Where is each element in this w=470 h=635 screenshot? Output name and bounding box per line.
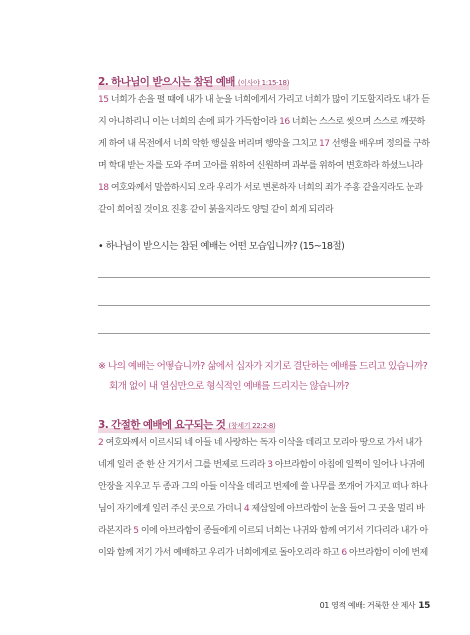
chapter-title: 01 영적 예배: 거룩한 산 제사: [319, 601, 416, 610]
passage-text: 지 아니하리니 이는 너희의 손에 피가 가득함이라: [98, 117, 280, 127]
verse-number: 3: [267, 460, 273, 470]
passage-text: 같이 희어질 것이요 진홍 같이 붉을지라도 양털 같이 희게 되리라: [98, 205, 334, 215]
passage-text: 며 학대 받는 자를 도와 주며 고아를 위하여 신원하며 과부를 위하여 변호하라 하셨느니라: [98, 161, 423, 171]
passage-text: 선행을 배우며 정의를 구하: [329, 139, 430, 149]
page-number: 15: [418, 601, 430, 611]
scripture-reference: (이사야 1:15-18): [237, 79, 290, 87]
passage-line: [98, 93, 430, 107]
passage-text: 제삼일에 아브라함이 눈을 들어 그 곳을 멀리 바: [249, 504, 425, 514]
passage-text: 라본지라: [98, 526, 134, 536]
passage-line: [98, 502, 430, 516]
passage-line: [98, 115, 430, 129]
passage-text: 너희는 스스로 씻으며 스스로 깨끗하: [289, 117, 425, 127]
answer-line: [98, 333, 430, 334]
passage-line: [98, 436, 430, 450]
passage-text: 안장을 지우고 두 종과 그의 아들 이삭을 데리고 번제에 쓸 나무를 쪼개어 가지고 떠나 하나: [98, 482, 428, 492]
passage-text: 너희가 손을 펼 때에 내가 내 눈을 너희에게서 가리고 너희가 많이 기도할지라도 내가 듣: [108, 95, 430, 105]
verse-number: 2: [98, 438, 104, 448]
verse-number: 17: [319, 139, 330, 149]
verse-number: 5: [133, 526, 139, 536]
study-question: • 하나님이 받으시는 참된 예배는 어떤 모습입니까? (15~18절): [98, 241, 345, 252]
passage-line: [98, 458, 430, 472]
passage-line: [98, 480, 430, 494]
verse-number: 16: [279, 117, 290, 127]
passage-line: [98, 181, 430, 195]
answer-line: [98, 277, 430, 278]
answer-line: [98, 305, 430, 306]
passage-line: [98, 524, 430, 538]
passage-text: 이와 함께 저기 가서 예배하고 우리가 너희에게로 돌아오리라 하고: [98, 548, 342, 558]
passage-line: [98, 203, 430, 217]
scripture-reference: (창세기 22:2-8): [228, 422, 276, 430]
passage-text: 님이 자기에게 일러 주신 곳으로 가더니: [98, 504, 244, 514]
verse-number: 4: [243, 504, 250, 514]
passage-line: [98, 137, 430, 151]
passage-text: 여호와께서 말씀하시되 오라 우리가 서로 변론하자 너희의 죄가 주홍 같을지라도 눈과: [108, 183, 423, 193]
passage-text: 아브라함이 아침에 일찍이 일어나 나귀에: [272, 460, 425, 470]
reflection-note-line-1: ※ 나의 예배는 어떻습니까? 삶에서 십자가 지기로 결단하는 예배를 드리고 있습니까?: [98, 361, 428, 372]
page-footer: [320, 600, 430, 611]
passage-text: 게 하여 내 목전에서 너희 악한 행실을 버리며 행악을 그치고: [98, 139, 320, 149]
verse-number: 18: [98, 183, 109, 193]
reflection-note-line-2: 회개 없이 내 열심만으로 형식적인 예배를 드리지는 않습니까?: [109, 381, 349, 392]
passage-text: 이에 아브라함이 종들에게 이르되 너희는 나귀와 함께 여기서 기다리라 내가 아: [138, 526, 428, 536]
passage-line: [98, 546, 430, 560]
passage-text: 여호와께서 이르시되 네 아들 네 사랑하는 독자 이삭을 데리고 모리아 땅으로 가서 내가: [103, 438, 422, 448]
passage-text: 아브라함이 이에 번제: [346, 548, 428, 558]
passage-text: 네게 일러 준 한 산 거기서 그를 번제로 드리라: [98, 460, 268, 470]
passage-line: [98, 159, 430, 173]
section-heading-text: 3. 간절한 예배에 요구되는 것: [98, 419, 226, 431]
section-heading-3: [98, 417, 275, 432]
verse-number: 6: [341, 548, 347, 558]
section-heading-text: 2. 하나님이 받으시는 참된 예배: [98, 76, 235, 88]
section-heading-2: [98, 74, 289, 89]
verse-number: 15: [98, 95, 109, 105]
